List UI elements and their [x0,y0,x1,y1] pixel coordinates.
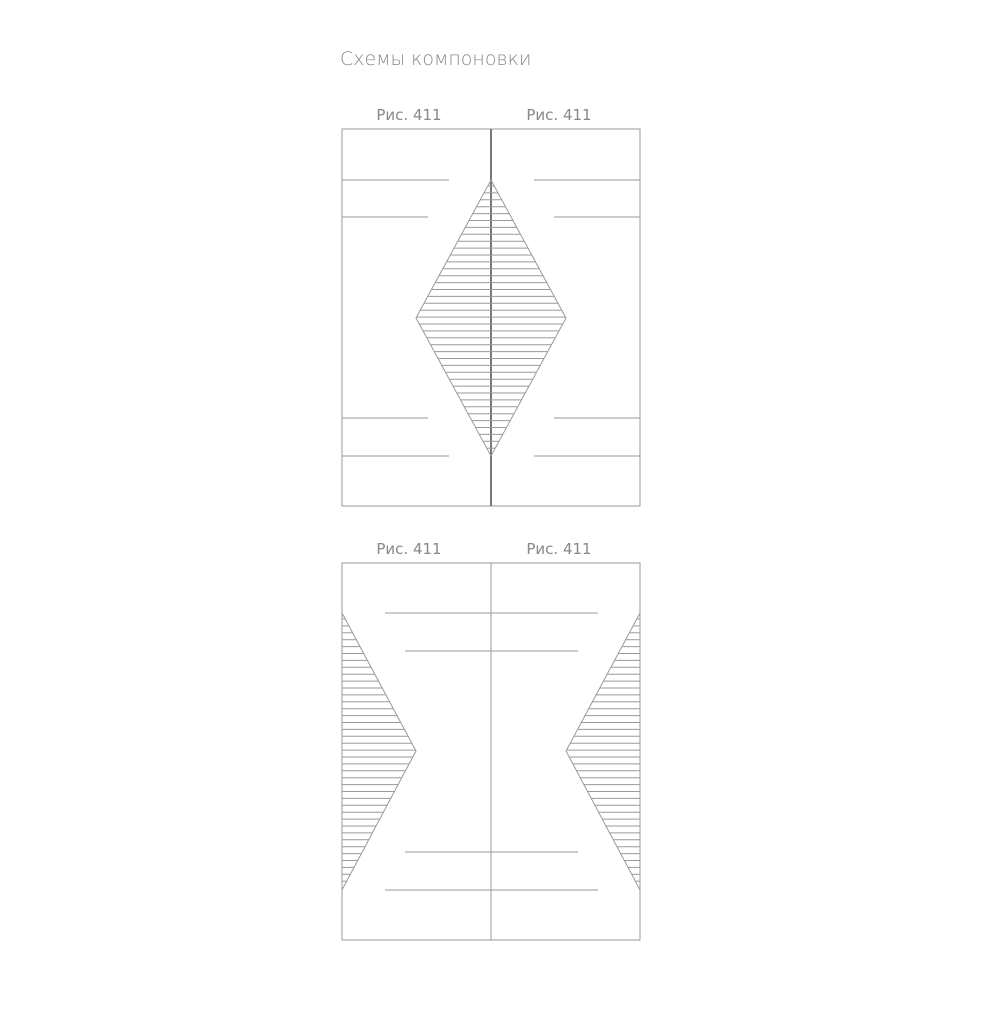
bottom-left-triangle-hatching [342,619,416,888]
bottom-right-triangle-hatching [566,619,640,888]
bottom-right-figure-label: Рис. 411 [526,540,592,558]
bottom-right-triangle [566,613,640,890]
bottom-diagram [342,563,640,940]
top-left-figure-label: Рис. 411 [376,106,442,124]
page-title: Схемы компоновки [340,48,532,70]
bottom-left-figure-label: Рис. 411 [376,540,442,558]
top-right-figure-label: Рис. 411 [526,106,592,124]
bottom-left-triangle [342,613,416,890]
top-diagram [342,129,640,506]
